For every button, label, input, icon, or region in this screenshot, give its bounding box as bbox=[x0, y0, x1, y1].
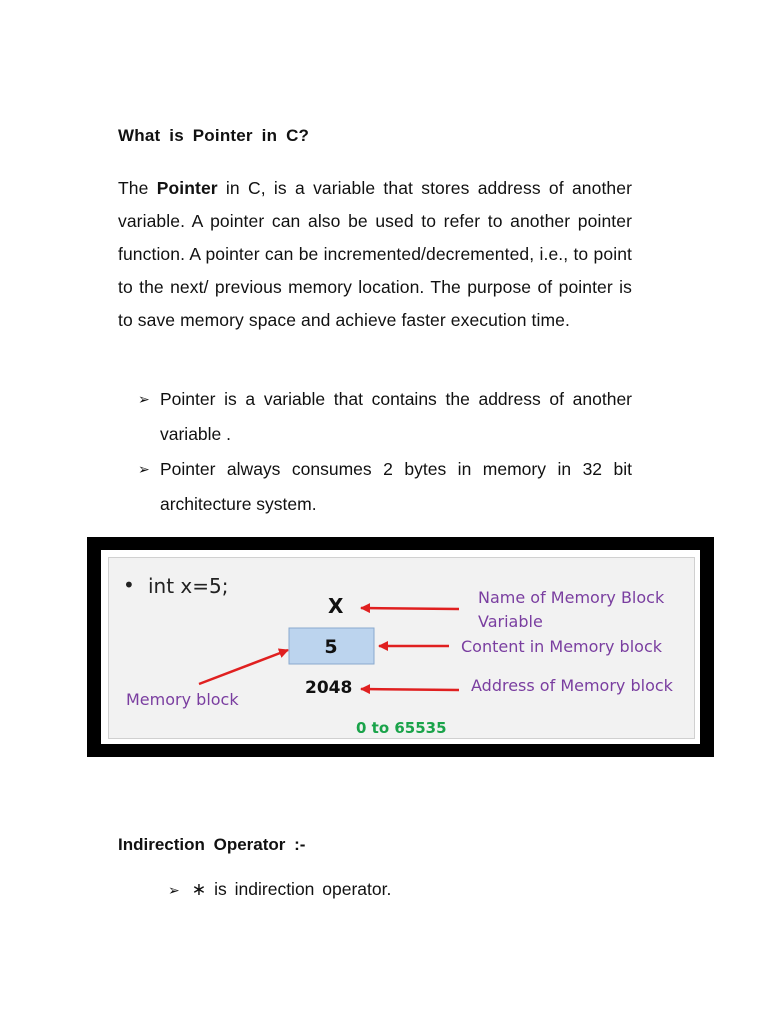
label-memory-block: Memory block bbox=[126, 690, 239, 709]
arrow-to-address bbox=[361, 689, 459, 690]
intro-paragraph bbox=[118, 172, 632, 337]
list-item-text: Pointer is a variable that contains the address of another variable . bbox=[160, 389, 632, 444]
arrow-bullet-icon: ➢ bbox=[138, 391, 150, 407]
list-item-text: Pointer always consumes 2 bytes in memory in 32 bit architecture system. bbox=[160, 459, 632, 514]
list-item bbox=[138, 452, 632, 522]
memory-diagram bbox=[109, 558, 694, 738]
label-content: Content in Memory block bbox=[461, 637, 662, 656]
intro-bold-term: Pointer bbox=[156, 178, 218, 198]
memory-figure bbox=[108, 557, 695, 739]
heading-what-is-pointer: What is Pointer in C? bbox=[118, 126, 310, 145]
memory-figure-frame bbox=[87, 537, 714, 757]
memory-figure-border bbox=[101, 550, 700, 744]
asterisk-symbol: ∗ bbox=[191, 879, 207, 899]
pointer-facts-list bbox=[138, 382, 632, 522]
heading-indirection-operator: Indirection Operator :- bbox=[118, 835, 306, 854]
address-range: 0 to 65535 bbox=[356, 719, 447, 737]
bullet-dot-icon: • bbox=[123, 573, 135, 597]
label-name-of-block: Name of Memory Block bbox=[478, 588, 665, 607]
label-variable: Variable bbox=[478, 612, 543, 631]
list-item bbox=[138, 382, 632, 452]
memory-value: 5 bbox=[324, 636, 338, 658]
arrow-bullet-icon: ➢ bbox=[168, 882, 180, 898]
intro-body: in C, is a variable that stores address of another variable. A pointer can also be used to refer to another pointer function. A pointer can be incremented/decremented, i.e., to point to the next/ previous memory location. The purpose of pointer is to save memory space and achieve faster execution time. bbox=[118, 178, 633, 330]
arrow-to-name bbox=[361, 608, 459, 609]
variable-name: X bbox=[328, 594, 344, 618]
arrow-bullet-icon: ➢ bbox=[138, 461, 150, 477]
memory-address: 2048 bbox=[305, 678, 353, 698]
indirection-bullet-text: is indirection operator. bbox=[206, 879, 392, 899]
label-address: Address of Memory block bbox=[471, 676, 673, 695]
indirection-bullet bbox=[168, 879, 391, 900]
code-line: int x=5; bbox=[148, 574, 229, 598]
arrow-to-block bbox=[199, 650, 288, 684]
intro-lead: The bbox=[118, 178, 157, 198]
